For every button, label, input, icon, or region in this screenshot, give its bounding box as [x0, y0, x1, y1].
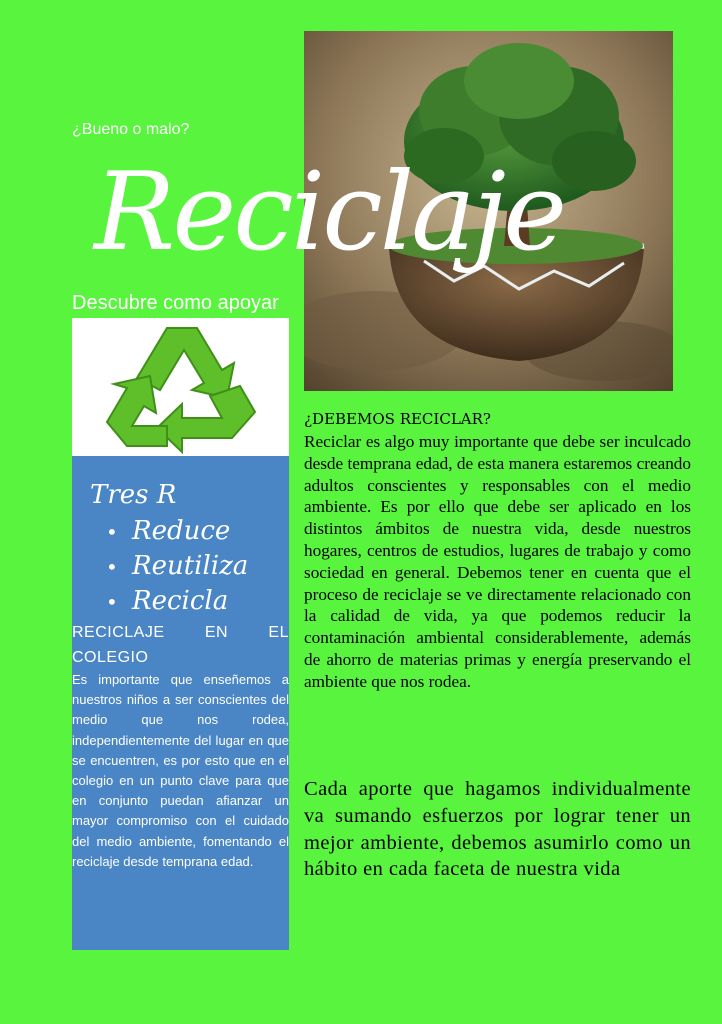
page-title: Reciclaje — [94, 150, 565, 275]
list-item: • Reutiliza — [106, 549, 248, 584]
discover-tagline: Descubre como apoyar — [72, 292, 279, 314]
list-item: • Reduce — [106, 514, 248, 549]
subtitle: ¿Bueno o malo? — [72, 121, 190, 138]
article-body: Reciclar es algo muy importante que debe ser inculcado desde temprana edad, de esta manera estaremos creando adultos conscientes y responsables con el medio ambiente. Es por ello que debe ser aplicado en los distintos ámbitos de nuestra vida, desde nuestros hogares, centros de estudios, lugares de trabajo y como sociedad en general. Debemos tener en cuenta que el proceso de reciclaje se ve directamente relacionado con la calidad de vida, ya que podemos reducir la contaminación ambiental considerablemente, además de ahorro de materias primas y energía preservando el ambiente que nos rodea. — [304, 432, 691, 691]
recycle-image — [72, 318, 289, 456]
recycle-icon — [72, 318, 289, 456]
colegio-text: Es importante que enseñemos a nuestros niños a ser conscientes del medio que nos rodea, independientemente del lugar en que se encuentren, es por esto que en el colegio en un punto clave para que en conjunto puedan afianzar un mayor compromiso con el cuidado del medio ambiente, fomentando el reciclaje desde temprana edad. — [72, 672, 289, 869]
colegio-heading-line2: COLEGIO — [72, 649, 149, 666]
list-item: • Recicla — [106, 584, 248, 619]
article-question: ¿DEBEMOS RECICLAR? — [304, 410, 491, 428]
article-highlight: Cada aporte que hagamos individualmente va sumando esfuerzos por lograr tener un mejor ambiente, debemos asumirlo como un hábito en cada faceta de nuestra vida — [304, 778, 691, 881]
colegio-heading: RECICLAJE EN EL — [72, 624, 289, 641]
tres-r-list — [106, 514, 248, 619]
tres-r-title: Tres R — [90, 480, 177, 510]
